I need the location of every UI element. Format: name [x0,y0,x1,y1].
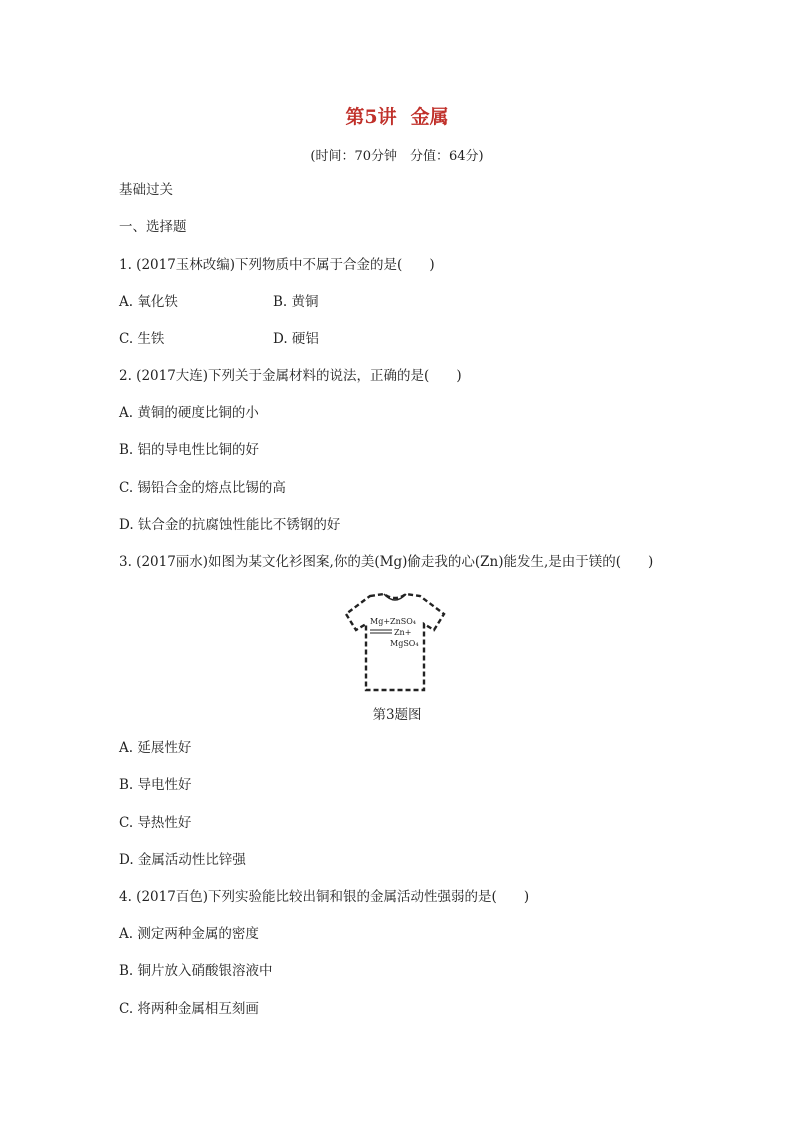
equation-product-1: Zn+ [394,628,412,637]
question-3-stem: 3. (2017丽水)如图为某文化衫图案,你的美(Mg)偷走我的心(Zn)能发生,是由于镁的( ) [119,554,654,570]
question-3-option-c: C. 导热性好 [119,815,192,831]
question-1-option-b: B. 黄铜 [273,294,319,310]
part-heading: 一、选择题 [119,219,187,235]
tshirt-drawing [340,590,450,695]
question-4-stem: 4. (2017百色)下列实验能比较出铜和银的金属活动性强弱的是( ) [119,889,530,905]
equation-reactants: Mg+ZnSO₄ [370,617,416,626]
question-1-option-a: A. 氧化铁 [119,294,178,310]
question-3-option-a: A. 延展性好 [119,740,192,756]
figure-caption: 第3题图 [372,707,422,723]
question-4-option-b: B. 铜片放入硝酸银溶液中 [119,963,273,979]
page-title [0,102,794,129]
question-2-option-b: B. 铝的导电性比铜的好 [119,442,260,458]
question-3-option-d: D. 金属活动性比锌强 [119,852,246,868]
question-3-option-b: B. 导电性好 [119,777,192,793]
lesson-number: 第5讲 [345,106,397,128]
question-2-option-c: C. 锡铅合金的熔点比锡的高 [119,480,286,496]
question-1-option-c: C. 生铁 [119,331,165,347]
question-1-stem: 1. (2017玉林改编)下列物质中不属于合金的是( ) [119,257,435,273]
tshirt-figure [340,590,450,695]
time-score-info: (时间：70分钟 分值：64分) [310,149,484,164]
question-4-option-c: C. 将两种金属相互刻画 [119,1001,259,1017]
question-2-option-a: A. 黄铜的硬度比铜的小 [119,405,259,421]
equation-product-2: MgSO₄ [390,639,419,648]
question-2-option-d: D. 钛合金的抗腐蚀性能比不锈钢的好 [119,517,341,533]
lesson-topic: 金属 [410,106,449,128]
question-4-option-a: A. 测定两种金属的密度 [119,926,259,942]
question-2-stem: 2. (2017大连)下列关于金属材料的说法，正确的是( ) [119,368,462,384]
question-1-option-d: D. 硬铝 [273,331,319,347]
section-heading: 基础过关 [119,182,173,198]
